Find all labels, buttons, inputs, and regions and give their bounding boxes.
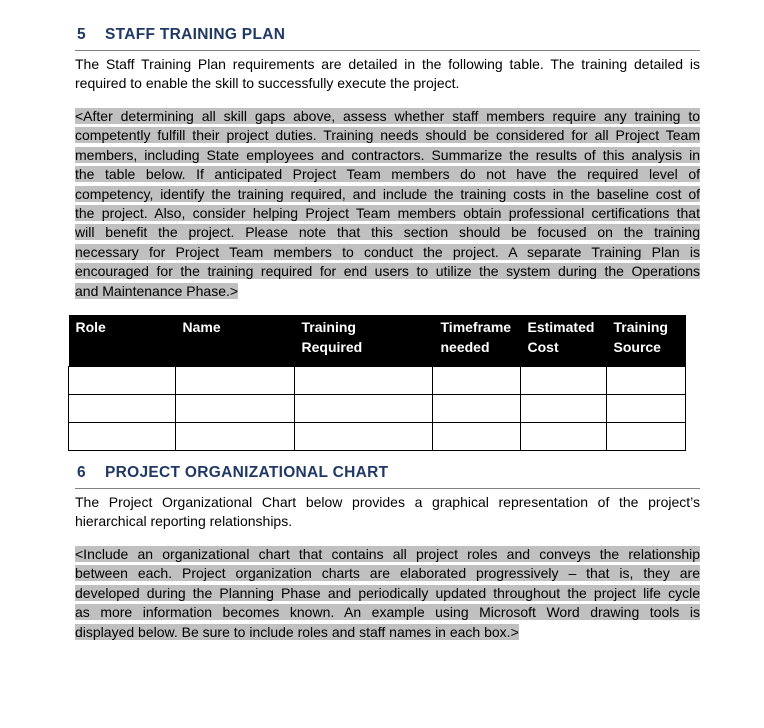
highlighted-line: developed during the Planning Phase and periodically updated throughout the project life cycle [75,584,700,601]
column-header-estimated-cost: Estimated Cost [521,315,607,367]
section-6-instructions [75,545,700,642]
highlighted-line: competently fulfill their project duties. Training needs should be considered for all Project Team [75,127,700,144]
paragraph-line: required to enable the skill to successfully execute the project. [75,75,460,92]
section-title: PROJECT ORGANIZATIONAL CHART [105,464,389,481]
table-cell[interactable] [521,367,607,395]
highlighted-line: the project. Also, consider helping Project Team members obtain professional certifications that [75,204,700,221]
table-row [69,395,686,423]
section-5-intro [75,55,700,94]
table-cell[interactable] [176,395,295,423]
table-cell[interactable] [176,423,295,451]
highlighted-line: the table below. If anticipated Project Team members do not have the required level of [75,166,700,183]
table-row [69,367,686,395]
table-cell[interactable] [607,423,686,451]
column-header-name: Name [176,315,295,367]
highlighted-line: and Maintenance Phase.> [75,282,239,299]
table-cell[interactable] [607,395,686,423]
column-header-timeframe-needed: Timeframe needed [433,315,521,367]
table-cell[interactable] [295,395,433,423]
table-cell[interactable] [521,423,607,451]
table-cell[interactable] [433,367,521,395]
column-header-training-required: Training Required [295,315,433,367]
highlighted-line: displayed below. Be sure to include roles and staff names in each box.> [75,623,519,640]
table-cell[interactable] [521,395,607,423]
table-row [69,423,686,451]
highlighted-line: as more information becomes known. An example using Microsoft Word drawing tools is [75,604,700,621]
table-cell[interactable] [607,367,686,395]
section-5-heading [75,26,700,51]
column-header-role: Role [69,315,176,367]
section-number: 5 [77,26,86,43]
section-6-heading [75,464,700,489]
table-cell[interactable] [433,423,521,451]
highlighted-line: <After determining all skill gaps above, assess whether staff members require any training to [75,108,700,124]
highlighted-line: encouraged for the training required for end users to utilize the system during the Operations [75,263,700,280]
table-cell[interactable] [433,395,521,423]
column-header-training-source: Training Source [607,315,686,367]
highlighted-line: competency, identify the training required, and include the training costs in the baseline cost of [75,185,700,202]
paragraph-line: The Project Organizational Chart below provides a graphical representation of the project’s [75,494,700,510]
table-cell[interactable] [295,423,433,451]
section-title: STAFF TRAINING PLAN [105,26,286,43]
section-5-instructions [75,107,700,301]
staff-training-table [68,315,686,451]
table-cell[interactable] [69,367,176,395]
table-cell[interactable] [69,423,176,451]
highlighted-line: will benefit the project. Please note that this section should be focused on the training [75,224,700,241]
table-cell[interactable] [69,395,176,423]
table-cell[interactable] [295,367,433,395]
highlighted-line: between each. Project organization charts are elaborated progressively – that is, they are [75,565,700,582]
table-cell[interactable] [176,367,295,395]
highlighted-line: <Include an organizational chart that contains all project roles and conveys the relationship [75,546,700,562]
paragraph-line: hierarchical reporting relationships. [75,513,293,530]
highlighted-line: members, including State employees and contractors. Summarize the results of this analysis in [75,146,700,163]
paragraph-line: The Staff Training Plan requirements are detailed in the following table. The training detailed is [75,56,700,72]
section-number: 6 [77,464,86,481]
table-header-row [69,315,686,367]
section-6-intro [75,493,700,532]
highlighted-line: necessary for Project Team members to conduct the project. A separate Training Plan is [75,243,700,260]
